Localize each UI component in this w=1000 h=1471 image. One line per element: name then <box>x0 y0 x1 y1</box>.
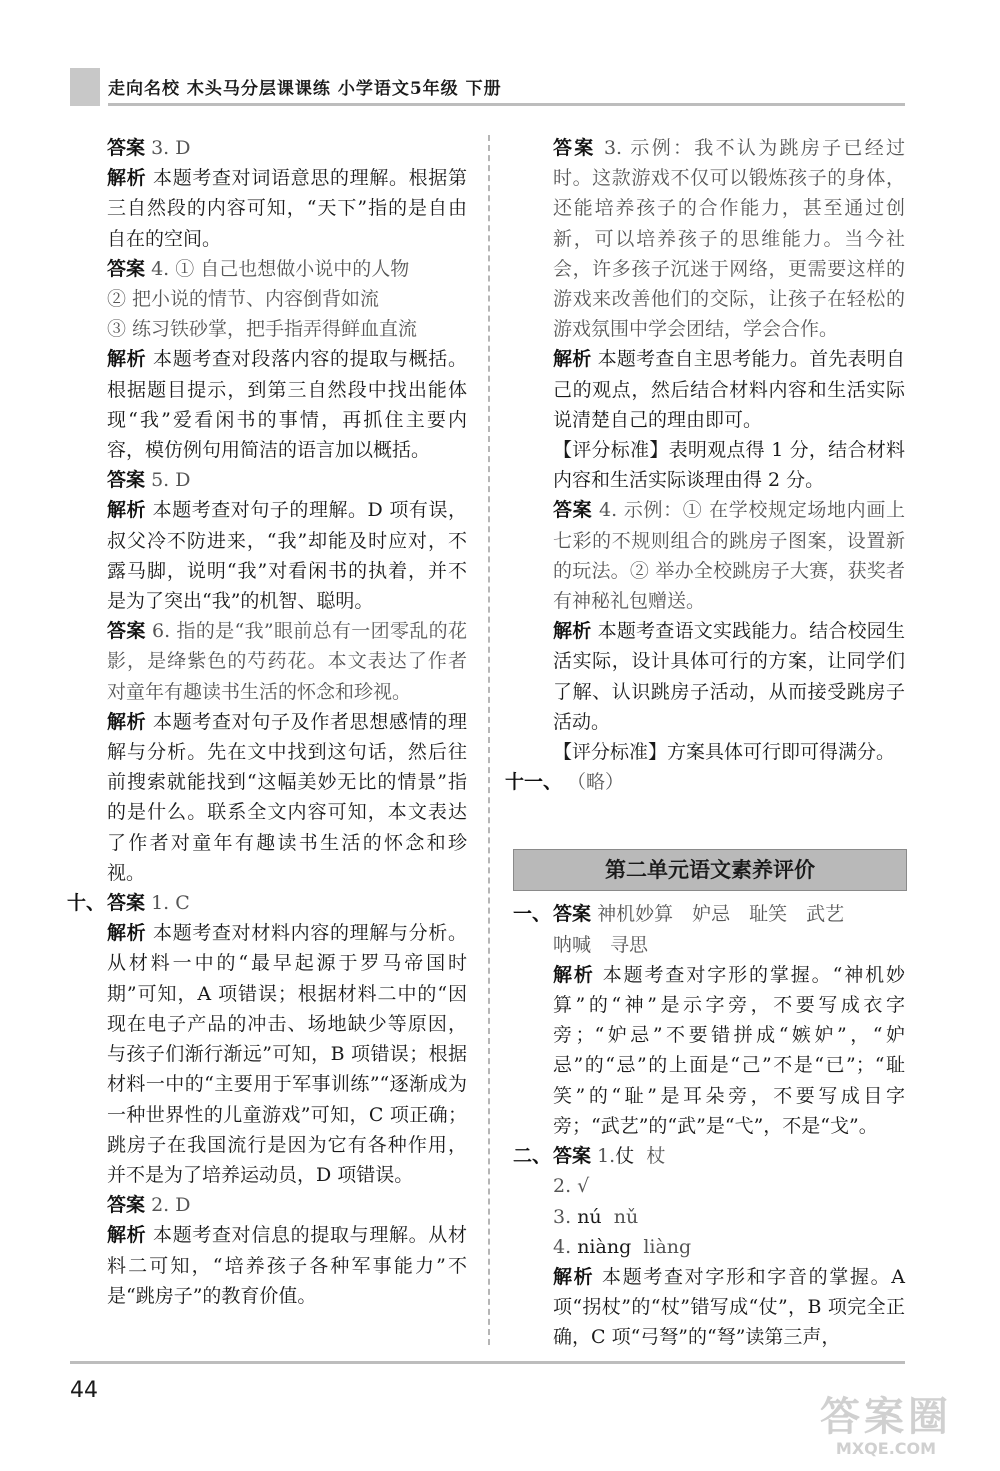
unit-answer-2-4: 4. niàng liàng <box>553 1235 692 1258</box>
page-number: 44 <box>70 1378 98 1403</box>
analysis-5: 解析 本题考查对句子的理解。D 项有误，叔父冷不防进来，“我”却能及时应对，不露马脚，说明“我”对看闲书的执着，并不是为了突出“我”的机智、聪明。 <box>107 499 467 613</box>
unit-answer-1-line-2: 呐喊 寻思 <box>553 933 649 956</box>
analysis-3: 解析 本题考查对词语意思的理解。根据第三自然段的内容可知，“天下”指的是自由自在的空间。 <box>107 167 467 250</box>
watermark-logo: 答案圈 MXQE.COM <box>820 1394 952 1458</box>
analysis-r4: 解析 本题考查语文实践能力。结合校园生活实际，设计具体可行的方案，让同学们了解、认识跳房子活动，从而接受跳房子活动。 <box>553 620 905 733</box>
criteria-r4: 【评分标准】方案具体可行即可得满分。 <box>553 741 896 764</box>
answer-11: 十一、 （略） <box>553 767 905 797</box>
criteria-r3: 【评分标准】表明观点得 1 分，结合材料内容和生活实际谈理由得 2 分。 <box>553 439 905 492</box>
unit-banner: 第二单元语文素养评价 <box>513 849 907 891</box>
unit-answer-2-2: 2. √ <box>553 1175 590 1198</box>
right-column <box>505 133 905 1353</box>
answer-5: 答案 5. D <box>107 469 191 492</box>
section-number-10: 十、 <box>67 892 106 915</box>
analysis-6: 解析 本题考查对句子及作者思想感情的理解与分析。先在文中找到这句话，然后往前搜索就能找到“这幅美妙无比的情景”指的是什么。联系全文内容可知，本文表达了作者对童年有趣读书生活的怀念和珍视。 <box>107 710 467 884</box>
footer-rule <box>70 1361 905 1364</box>
section-number-1: 一、 <box>513 903 552 926</box>
unit-analysis-1: 解析 本题考查对字形的掌握。“神机妙算”的“神”是示字旁，不要写成衣字旁；“妒忌”不要错拼成“嫉妒”，“妒忌”的“忌”的上面是“己”不是“已”；“耻笑”的“耻”是耳朵旁，不要写成目字旁；“武艺”的“武”是“弋”，不是“戈”。 <box>553 963 905 1137</box>
section-number-2: 二、 <box>513 1145 552 1168</box>
unit-answer-2-1: 二、 答案 1.仗 杖 <box>553 1141 905 1171</box>
analysis-10-2: 解析 本题考查对信息的提取与理解。从材料二可知，“培养孩子各种军事能力”不是“跳房子”的教育价值。 <box>107 1224 467 1307</box>
analysis-10-1: 解析 本题考查对材料内容的理解与分析。从材料一中的“最早起源于罗马帝国时期”可知，A 项错误；根据材料二中的“因现在电子产品的冲击、场地缺少等原因，与孩子们渐行渐远”可知，B 项错误；根据材料一中的“主要用于军事训练”“逐渐成为一种世界性的儿童游戏”可知，C 项正确；跳房子在我国流行是因为它有各种作用，并不是为了培养运动员，D 项错误。 <box>107 922 467 1186</box>
answer-4-item-2: ② 把小说的情节、内容倒背如流 <box>107 288 380 311</box>
header-accent-block <box>70 68 100 106</box>
unit-answer-1: 一、 答案 神机妙算 妒忌 耻笑 武艺 <box>553 899 905 929</box>
header-title: 走向名校 木头马分层课课练 小学语文5年级 下册 <box>108 79 502 99</box>
answer-4: 答案 4. ① 自己也想做小说中的人物 <box>107 257 410 280</box>
unit-analysis-2: 解析 本题考查对字形和字音的掌握。A 项“拐杖”的“杖”错写成“仗”，B 项完全正确，C 项“弓弩”的“弩”读第三声， <box>553 1265 905 1349</box>
column-divider <box>488 135 490 1345</box>
analysis-r3: 解析 本题考查自主思考能力。首先表明自己的观点，然后结合材料内容和生活实际说清楚自己的理由即可。 <box>553 348 905 431</box>
answer-4-item-3: ③ 练习铁砂掌，把手指弄得鲜血直流 <box>107 318 418 341</box>
answer-3: 答案 3. D <box>107 137 191 159</box>
analysis-4: 解析 本题考查对段落内容的提取与概括。根据题目提示，到第三自然段中找出能体现“我”爱看闲书的事情，再抓住主要内容，模仿例句用简洁的语言加以概括。 <box>107 348 467 462</box>
section-number-11: 十一、 <box>505 771 563 794</box>
answer-r4: 答案 4. 示例：① 在学校规定场地内画上七彩的不规则组合的跳房子图案，设置新的玩法。② 举办全校跳房子大赛，获奖者有神秘礼包赠送。 <box>553 499 905 613</box>
answer-10-1: 十、 答案 1. C <box>107 888 467 918</box>
left-column <box>67 133 467 1311</box>
header-rule <box>108 103 905 106</box>
answer-r3: 答案 3. 示例：我不认为跳房子已经过时。这款游戏不仅可以锻炼孩子的身体，还能培养孩子的合作能力，甚至通过创新，可以培养孩子的思维能力。当今社会，许多孩子沉迷于网络，更需要这样的游戏来改善他们的交际，让孩子在轻松的游戏氛围中学会团结，学会合作。 <box>553 137 905 341</box>
unit-answer-2-3: 3. nú nǔ <box>553 1205 639 1228</box>
answer-10-2: 答案 2. D <box>107 1194 191 1217</box>
answer-6: 答案 6. 指的是“我”眼前总有一团零乱的花影，是绛紫色的芍药花。本文表达了作者对童年有趣读书生活的怀念和珍视。 <box>107 620 467 703</box>
